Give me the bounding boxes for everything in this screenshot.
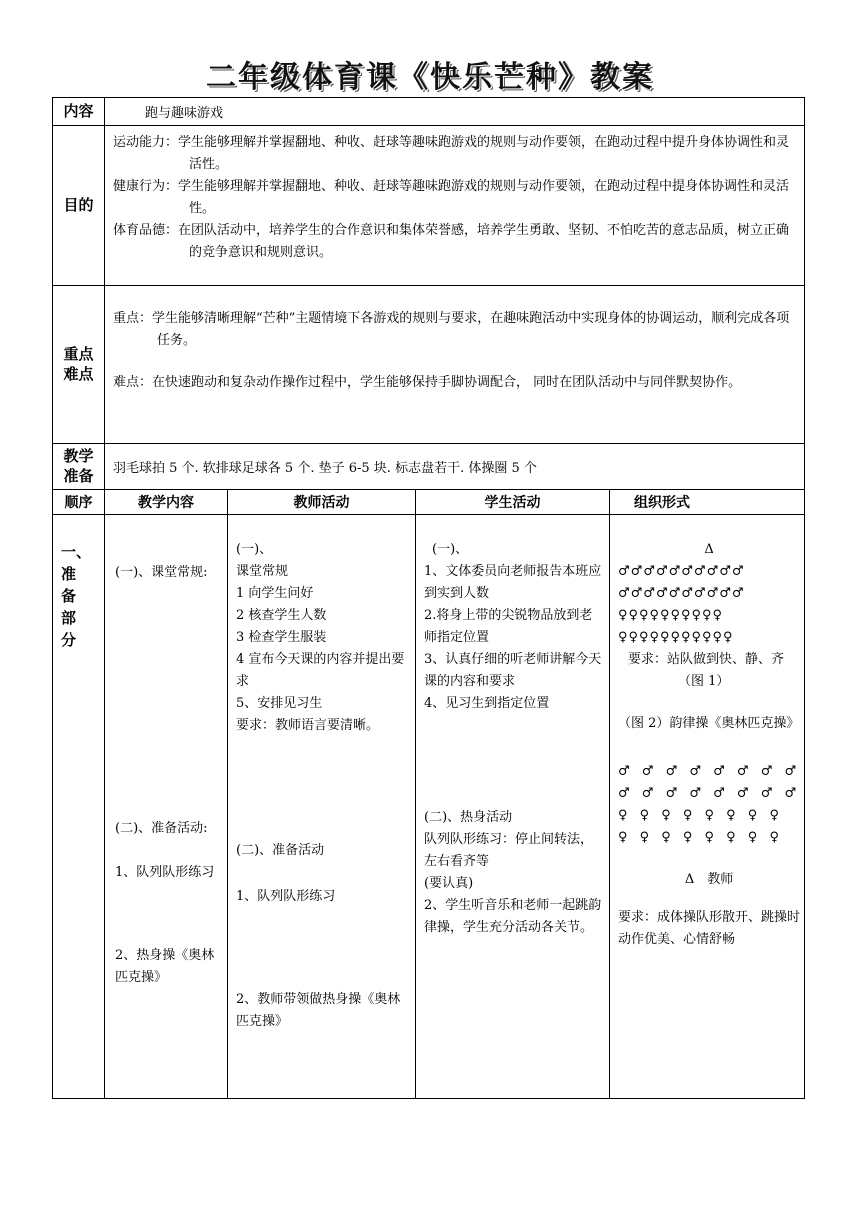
formation2-teacher-label: Δ 教师 [684,872,734,887]
student-column [416,515,610,1099]
formation2-row-male: ♂ ♂ ♂ ♂ ♂ ♂ ♂ ♂ [618,764,797,779]
content-routine: (一)、课堂常规: [115,565,208,580]
teacher-line: (一)、 [236,542,273,557]
prep-label: 教学 准备 [53,444,105,490]
content-drill: 1、队列队形练习 [115,865,215,880]
content-label: 内容 [53,98,105,126]
teacher-line: 1 向学生问好 [236,586,314,601]
formation-row-male: ♂♂♂♂♂♂♂♂♂♂ [618,564,745,579]
content-value: 跑与趣味游戏 [105,98,805,126]
formation-fig2-caption: （图 2）韵律操《奥林匹克操》 [618,716,800,731]
lesson-plan-table [52,97,805,1099]
goal-item-health: 健康行为：学生能够理解并掌握翻地、种收、赶球等趣味跑游戏的规则与动作要领，在跑动过程中提身体协调性和灵活性。 [113,179,790,216]
keypoint-difficulty: 难点：在快速跑动和复杂动作操作过程中，学生能够保持手脚协调配合， 同时在团队活动中与同伴默契协作。 [113,375,742,390]
formation-row-female: ♀♀♀♀♀♀♀♀♀♀ [618,608,724,623]
teacher-line: 课堂常规 [236,564,289,579]
student-line: (一)、 [432,542,469,557]
teacher-line: (二)、准备活动 [236,843,325,858]
student-line: 队列队形练习：停止间转法，左右看齐等 [424,832,594,869]
student-line: (二)、热身活动 [424,810,513,825]
student-line: 2.将身上带的尖锐物品放到老师指定位置 [424,608,593,645]
teacher-column [228,515,416,1099]
page-title: 二年级体育课《快乐芒种》教案 [206,60,654,95]
content-warmup: (二)、准备活动: [115,821,208,836]
formation2-row-female: ♀ ♀ ♀ ♀ ♀ ♀ ♀ ♀ [618,808,779,823]
section-label: 一、 准 备 部 分 [53,515,105,1099]
teacher-mark-icon: Δ [704,542,714,557]
formation2-requirement: 要求：成体操队形散开、跳操时动作优美、心情舒畅 [618,910,801,947]
keypoints-label: 重点 难点 [53,286,105,444]
teacher-line: 5、安排见习生 [236,696,323,711]
teacher-line: 1、队列队形练习 [236,889,336,904]
prep-value: 羽毛球拍 5 个. 软排球足球各 5 个. 垫子 6-5 块. 标志盘若干. 体操圈 5 个 [105,444,805,490]
header-order: 顺序 [53,490,105,515]
student-line: 4、见习生到指定位置 [424,696,550,711]
student-line: 2、学生听音乐和老师一起跳韵律操，学生充分活动各关节。 [424,898,602,935]
header-org: 组织形式 [610,490,805,515]
goal-item-motor: 运动能力：学生能够理解并掌握翻地、种收、赶球等趣味跑游戏的规则与动作要领，在跑动过程中提升身体协调性和灵活性。 [113,135,790,172]
student-line: (要认真) [424,876,474,891]
teacher-line: 要求：教师语言要清晰。 [236,718,380,733]
header-content: 教学内容 [105,490,228,515]
content-column [105,515,228,1099]
formation2-row-male: ♂ ♂ ♂ ♂ ♂ ♂ ♂ ♂ [618,786,797,801]
formation2-row-female: ♀ ♀ ♀ ♀ ♀ ♀ ♀ ♀ [618,830,779,845]
student-line: 1、文体委员向老师报告本班应到实到人数 [424,564,602,601]
teacher-line: 3 检查学生服装 [236,630,327,645]
keypoint-focus: 重点：学生能够清晰理解“芒种”主题情境下各游戏的规则与要求，在趣味跑活动中实现身体的协调运动，顺利完成各项任务。 [113,311,790,348]
formation-row-female: ♀♀♀♀♀♀♀♀♀♀♀ [618,630,734,645]
student-line: 3、认真仔细的听老师讲解今天课的内容和要求 [424,652,602,689]
header-student: 学生活动 [416,490,610,515]
goal-label: 目的 [53,126,105,286]
header-teacher: 教师活动 [228,490,416,515]
content-exercise: 2、热身操《奥林匹克操》 [115,948,215,985]
teacher-line: 2 核查学生人数 [236,608,327,623]
teacher-line: 2、教师带领做热身操《奥林匹克操》 [236,992,401,1029]
org-column [610,515,805,1099]
goal-item-character: 体育品德：在团队活动中，培养学生的合作意识和集体荣誉感，培养学生勇敢、坚韧、不怕吃苦的意志品质，树立正确的竞争意识和规则意识。 [113,223,790,260]
formation-row-male: ♂♂♂♂♂♂♂♂♂♂ [618,586,745,601]
teacher-line: 4 宣布今天课的内容并提出要求 [236,652,405,689]
formation-requirement: 要求：站队做到快、静、齐（图 1） [628,652,785,689]
